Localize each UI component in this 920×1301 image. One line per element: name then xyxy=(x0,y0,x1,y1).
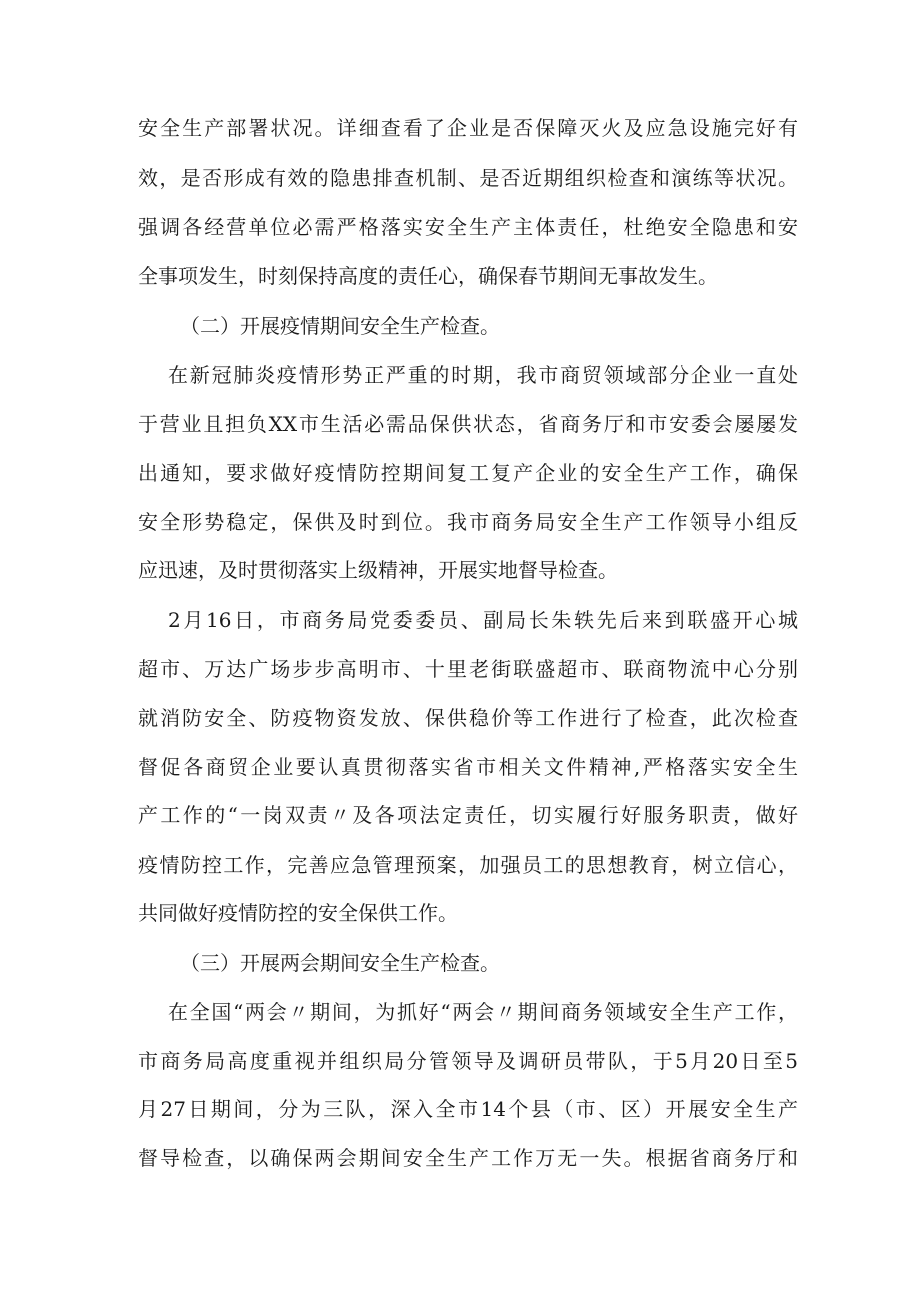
text-line: 安全形势稳定，保供及时到位。我市商务局安全生产工作领导小组反 xyxy=(138,510,798,534)
text-line: 应迅速，及时贯彻落实上级精神，开展实地督导检查。 xyxy=(138,558,618,582)
text-line: 出通知，要求做好疫情防控期间复工复产企业的安全生产工作，确保 xyxy=(138,461,798,485)
text-line: 在全国“两会〃期间，为抓好“两会〃期间商务领域安全生产工作， xyxy=(168,1000,798,1024)
section-heading: （二）开展疫情期间安全生产检查。 xyxy=(180,314,500,338)
text-line: 产工作的“一岗双责〃及各项法定责任，切实履行好服务职责，做好 xyxy=(138,803,798,827)
text-line: 强调各经营单位必需严格落实安全生产主体责任，杜绝安全隐患和安 xyxy=(138,215,798,239)
text-line: 于营业且担负XX市生活必需品保供状态，省商务厅和市安委会屡屡发 xyxy=(138,412,798,436)
text-line: 安全生产部署状况。详细查看了企业是否保障灭火及应急设施完好有 xyxy=(138,116,798,140)
text-line: 市商务局高度重视并组织局分管领导及调研员带队，于5月20日至5 xyxy=(138,1049,798,1073)
text-line: 督促各商贸企业要认真贯彻落实省市相关文件精神,严格落实安全生 xyxy=(138,755,798,779)
text-line: 督导检查，以确保两会期间安全生产工作万无一失。根据省商务厅和 xyxy=(138,1146,798,1170)
text-line: 共同做好疫情防控的安全保供工作。 xyxy=(138,901,458,925)
text-line: 效，是否形成有效的隐患排查机制、是否近期组织检查和演练等状况。 xyxy=(138,166,798,190)
text-line: 全事项发生，时刻保持高度的责任心，确保春节期间无事故发生。 xyxy=(138,264,718,288)
text-line: 超市、万达广场步步高明市、十里老街联盛超市、联商物流中心分别 xyxy=(138,657,798,681)
text-line: 月27日期间，分为三队，深入全市14个县（市、区）开展安全生产 xyxy=(138,1097,798,1121)
text-line: 疫情防控工作，完善应急管理预案，加强员工的思想教育，树立信心， xyxy=(138,853,798,877)
text-line: 就消防安全、防疫物资发放、保供稳价等工作进行了检查，此次检查 xyxy=(138,706,798,730)
section-heading: （三）开展两会期间安全生产检查。 xyxy=(180,951,500,975)
text-line: 在新冠肺炎疫情形势正严重的时期，我市商贸领域部分企业一直处 xyxy=(168,363,798,387)
text-line: 2月16日，市商务局党委委员、副局长朱轶先后来到联盛开心城 xyxy=(168,608,798,632)
